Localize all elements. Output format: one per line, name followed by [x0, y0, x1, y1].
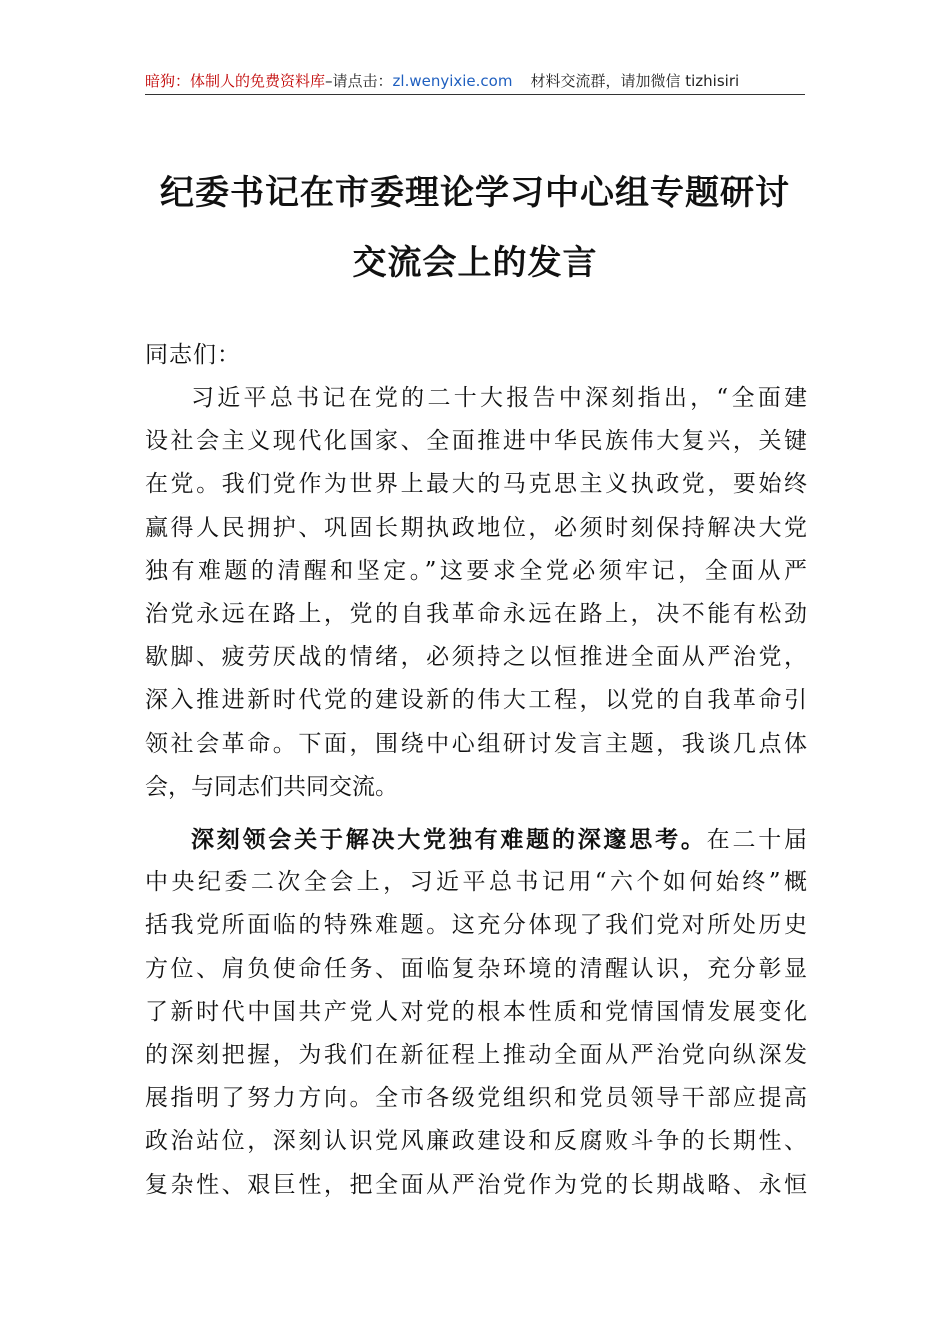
paragraph-line: 中央纪委二次全会上，习近平总书记用“六个如何始终”概: [145, 869, 807, 896]
paragraph-line: 歇脚、疲劳厌战的情绪，必须持之以恒推进全面从严治党，: [145, 644, 807, 671]
paragraph-line: 的深刻把握，为我们在新征程上推动全面从严治党向纵深发: [145, 1041, 807, 1068]
title-line-1: 纪委书记在市委理论学习中心组专题研讨: [160, 173, 790, 213]
paragraph-line: 领社会革命。下面，围绕中心组研讨发言主题，我谈几点体: [145, 730, 807, 757]
paragraph-line: [145, 818, 807, 861]
paragraph-line: 复杂性、艰巨性，把全面从严治党作为党的长期战略、永恒: [145, 1171, 807, 1198]
paragraph-line: 了新时代中国共产党人对党的根本性质和党情国情发展变化: [145, 998, 807, 1025]
paragraph-line: 深入推进新时代党的建设新的伟大工程，以党的自我革命引: [145, 687, 807, 714]
paragraph-1: [145, 377, 807, 809]
paragraph-line: 展指明了努力方向。全市各级党组织和党员领导干部应提高: [145, 1085, 807, 1112]
paragraph-line: 赢得人民拥护、巩固长期执政地位，必须时刻保持解决大党: [145, 514, 807, 541]
header-divider: [145, 94, 805, 95]
paragraph-line: 治党永远在路上，党的自我革命永远在路上，决不能有松劲: [145, 600, 807, 627]
heading-continuation: 在二十届: [706, 827, 808, 853]
paragraph-2: [145, 818, 807, 1207]
salutation: 同志们：: [145, 342, 241, 368]
paragraph-line: 独有难题的清醒和坚定。”这要求全党必须牢记，全面从严: [145, 557, 807, 584]
paragraph-line: 在党。我们党作为世界上最大的马克思主义执政党，要始终: [145, 471, 807, 498]
document-title: [145, 158, 805, 298]
title-line-2: 交流会上的发言: [352, 243, 598, 283]
paragraph-line: 括我党所面临的特殊难题。这充分体现了我们党对所处历史: [145, 912, 807, 939]
header-link[interactable]: zl.wenyixie.com: [392, 72, 513, 90]
section-heading: 深刻领会关于解决大党独有难题的深邃思考。: [191, 826, 707, 853]
header-click-prompt: –请点击：: [325, 72, 393, 90]
paragraph-line: 会，与同志们共同交流。: [145, 773, 398, 800]
paragraph-line: 政治站位，深刻认识党风廉政建设和反腐败斗争的长期性、: [145, 1128, 807, 1155]
page-header: [145, 69, 805, 93]
paragraph-line: 方位、肩负使命任务、面临复杂环境的清醒认识，充分彰显: [145, 955, 807, 982]
paragraph-line: 设社会主义现代化国家、全面推进中华民族伟大复兴，关键: [145, 428, 807, 455]
paragraph-line: 习近平总书记在党的二十大报告中深刻指出，“全面建: [191, 385, 807, 411]
header-contact: 材料交流群，请加微信 tizhisiri: [530, 72, 740, 90]
header-site-name: 暗狗：体制人的免费资料库: [145, 72, 326, 90]
